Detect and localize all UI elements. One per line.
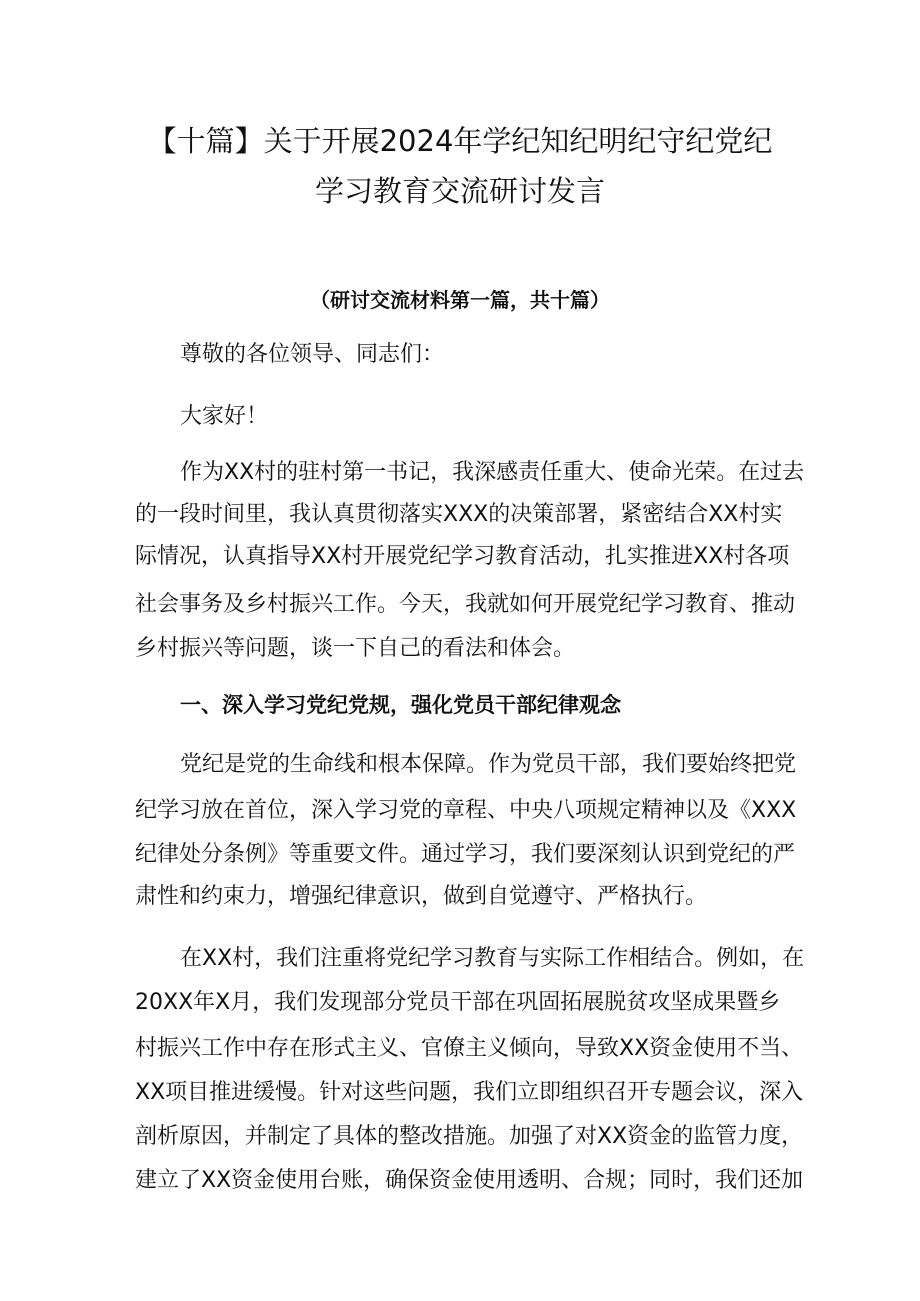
paragraph-line: 党纪是党的生命线和根本保障。作为党员干部，我们要始终把党: [180, 752, 797, 777]
paragraph-line: 乡村振兴等问题，谈一下自己的看法和体会。: [135, 636, 576, 661]
paragraph-line: 社会事务及乡村振兴工作。今天，我就如何开展党纪学习教育、推动: [135, 592, 796, 617]
paragraph-line: 的一段时间里，我认真贯彻落实XXX的决策部署，紧密结合XX村实: [135, 502, 783, 527]
section-heading: 一、深入学习党纪党规，强化党员干部纪律观念: [180, 693, 621, 717]
paragraph-line: 纪学习放在首位，深入学习党的章程、中央八项规定精神以及《XXX: [135, 798, 797, 823]
paragraph-line: 肃性和约束力，增强纪律意识，做到自觉遵守、严格执行。: [135, 884, 708, 909]
salutation: 尊敬的各位领导、同志们：: [180, 342, 445, 367]
document-subtitle: （研讨交流材料第一篇，共十篇）: [310, 288, 610, 312]
document-title-line1: 【十篇】关于开展2024年学纪知纪明纪守纪党纪: [147, 124, 773, 158]
paragraph-line: 20XX年X月，我们发现部分党员干部在巩固拓展脱贫攻坚成果暨乡: [135, 990, 781, 1015]
paragraph-line: 纪律处分条例》等重要文件。通过学习，我们要深刻认识到党纪的严: [135, 842, 796, 867]
paragraph-line: 建立了XX资金使用台账，确保资金使用透明、合规；同时，我们还加: [135, 1168, 804, 1193]
paragraph-line: 剖析原因，并制定了具体的整改措施。加强了对XX资金的监管力度，: [135, 1124, 804, 1149]
paragraph-line: 作为XX村的驻村第一书记，我深感责任重大、使命光荣。在过去: [180, 460, 805, 485]
paragraph-line: 在XX村，我们注重将党纪学习教育与实际工作相结合。例如，在: [180, 946, 805, 971]
paragraph-line: 村振兴工作中存在形式主义、官僚主义倾向，导致XX资金使用不当、: [135, 1036, 804, 1061]
document-title-line2: 学习教育交流研讨发言: [314, 174, 605, 208]
paragraph-line: 际情况，认真指导XX村开展党纪学习教育活动，扎实推进XX村各项: [135, 544, 790, 569]
greeting: 大家好！: [180, 404, 269, 429]
paragraph-line: XX项目推进缓慢。针对这些问题，我们立即组织召开专题会议，深入: [135, 1080, 804, 1105]
